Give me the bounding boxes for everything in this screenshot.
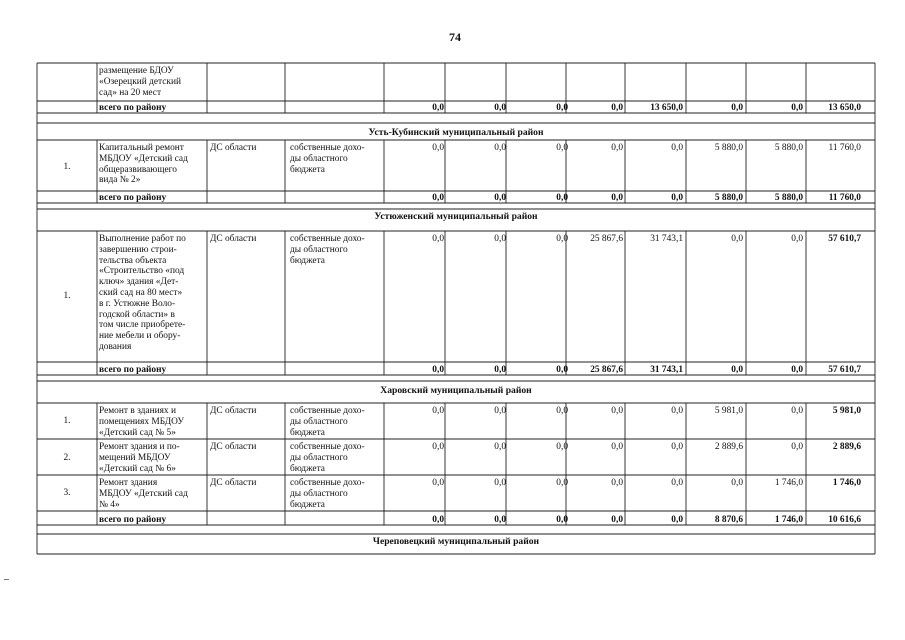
row-value: 0,0 — [611, 442, 623, 452]
row-value: 0,0 — [556, 234, 568, 244]
top-block-total-5: 0,0 — [731, 103, 743, 113]
row-value: 0,0 — [432, 234, 444, 244]
row-value: 5 880,0 — [714, 143, 743, 153]
district-total: 57 610,7 — [828, 365, 861, 375]
row-value: 0,0 — [731, 478, 743, 488]
row-value: 0,0 — [611, 406, 623, 416]
district-total: 0,0 — [494, 365, 506, 375]
row-source: собственные дохо- ды областного бюджета — [290, 406, 365, 438]
row-source: собственные дохо- ды областного бюджета — [290, 143, 365, 175]
row-description: Капитальный ремонт МБДОУ «Детский сад общеразвивающего вида № 2» — [99, 143, 188, 186]
district-total: 0,0 — [556, 515, 568, 525]
row-value: 5 880,0 — [774, 143, 803, 153]
row-number: 2. — [63, 453, 71, 463]
row-value: 0,0 — [556, 143, 568, 153]
row-value: 0,0 — [556, 406, 568, 416]
district-total: 0,0 — [671, 515, 683, 525]
row-value: 0,0 — [432, 143, 444, 153]
row-number: 3. — [63, 488, 71, 498]
row-value: 0,0 — [791, 234, 803, 244]
district-total: 10 616,6 — [828, 515, 861, 525]
row-source: собственные дохо- ды областного бюджета — [290, 442, 365, 474]
top-block-total-label: всего по району — [99, 103, 167, 113]
district-title: Череповецкий муниципальный район — [372, 536, 540, 547]
row-value: 57 610,7 — [828, 234, 861, 244]
district-total: 11 760,0 — [828, 193, 861, 203]
scan-edge-mark — [4, 579, 9, 580]
row-source: собственные дохо- ды областного бюджета — [290, 234, 365, 266]
district-total: 0,0 — [432, 365, 444, 375]
row-number: 1. — [63, 162, 71, 172]
district-total: 1 746,0 — [774, 515, 803, 525]
district-total: 31 743,1 — [650, 365, 683, 375]
row-value: 25 867,6 — [590, 234, 623, 244]
district-title: Устюженский муниципальный район — [374, 211, 538, 222]
row-description: Выполнение работ по завершению строи- тельства объекта «Строительство «под ключ» здания «Дет- ский сад на 80 мест» в г. Устюжне Воло- годской области» в том числе приобрете- ние мебели и обору- дования — [99, 234, 186, 352]
row-value: 2 889,6 — [714, 442, 743, 452]
top-block-total-1: 0,0 — [494, 103, 506, 113]
district-total: 5 880,0 — [774, 193, 803, 203]
district-total: 0,0 — [791, 365, 803, 375]
row-value: 5 981,0 — [714, 406, 743, 416]
row-value: 11 760,0 — [828, 143, 861, 153]
row-value: 0,0 — [556, 442, 568, 452]
row-value: 0,0 — [494, 478, 506, 488]
row-value: 0,0 — [791, 442, 803, 452]
row-customer: ДС области — [210, 442, 257, 452]
top-block-total-2: 0,0 — [556, 103, 568, 113]
top-block-total-0: 0,0 — [432, 103, 444, 113]
district-total: 25 867,6 — [590, 365, 623, 375]
top-block-total-3: 0,0 — [611, 103, 623, 113]
row-value: 0,0 — [671, 442, 683, 452]
row-value: 0,0 — [494, 234, 506, 244]
row-customer: ДС области — [210, 478, 257, 488]
row-value: 0,0 — [611, 478, 623, 488]
row-value: 0,0 — [556, 478, 568, 488]
row-value: 0,0 — [432, 478, 444, 488]
row-value: 5 981,0 — [832, 406, 861, 416]
row-value: 0,0 — [671, 143, 683, 153]
row-value: 0,0 — [611, 143, 623, 153]
district-title: Харовский муниципальный район — [380, 385, 532, 396]
row-value: 0,0 — [671, 406, 683, 416]
row-value: 0,0 — [494, 143, 506, 153]
district-total: 0,0 — [611, 193, 623, 203]
row-value: 0,0 — [671, 478, 683, 488]
district-total-label: всего по району — [99, 515, 167, 525]
district-total: 0,0 — [731, 365, 743, 375]
district-total-label: всего по району — [99, 193, 167, 203]
budget-table — [37, 63, 875, 554]
district-total: 0,0 — [432, 193, 444, 203]
district-total: 0,0 — [556, 193, 568, 203]
row-value: 31 743,1 — [650, 234, 683, 244]
row-description: Ремонт здания и по- мещений МБДОУ «Детский сад № 6» — [99, 442, 180, 474]
district-total: 5 880,0 — [714, 193, 743, 203]
district-total-label: всего по району — [99, 365, 167, 375]
district-total: 0,0 — [432, 515, 444, 525]
row-number: 1. — [63, 416, 71, 426]
row-value: 1 746,0 — [832, 478, 861, 488]
row-value: 0,0 — [432, 406, 444, 416]
district-total: 0,0 — [494, 515, 506, 525]
row-value: 0,0 — [791, 406, 803, 416]
district-title: Усть-Кубинский муниципальный район — [368, 127, 544, 138]
row-value: 0,0 — [731, 234, 743, 244]
row-description: Ремонт в зданиях и помещениях МБДОУ «Детский сад № 5» — [99, 406, 185, 438]
district-total: 8 870,6 — [714, 515, 743, 525]
row-value: 2 889,6 — [832, 442, 861, 452]
district-total: 0,0 — [611, 515, 623, 525]
district-total: 0,0 — [671, 193, 683, 203]
row-source: собственные дохо- ды областного бюджета — [290, 478, 365, 510]
row-customer: ДС области — [210, 406, 257, 416]
row-number: 1. — [63, 291, 71, 301]
top-block-total-4: 13 650,0 — [650, 103, 683, 113]
row-value: 1 746,0 — [774, 478, 803, 488]
top-block-total-6: 0,0 — [791, 103, 803, 113]
district-total: 0,0 — [556, 365, 568, 375]
district-total: 0,0 — [494, 193, 506, 203]
row-value: 0,0 — [494, 442, 506, 452]
page-number: 74 — [449, 30, 461, 44]
row-customer: ДС области — [210, 143, 257, 153]
row-value: 0,0 — [432, 442, 444, 452]
top-block-description: размещение БДОУ «Озерецкий детский сад» на 20 мест — [99, 66, 182, 98]
row-value: 0,0 — [494, 406, 506, 416]
top-block-total-7: 13 650,0 — [828, 103, 861, 113]
row-description: Ремонт здания МБДОУ «Детский сад № 4» — [99, 478, 188, 510]
row-customer: ДС области — [210, 234, 257, 244]
